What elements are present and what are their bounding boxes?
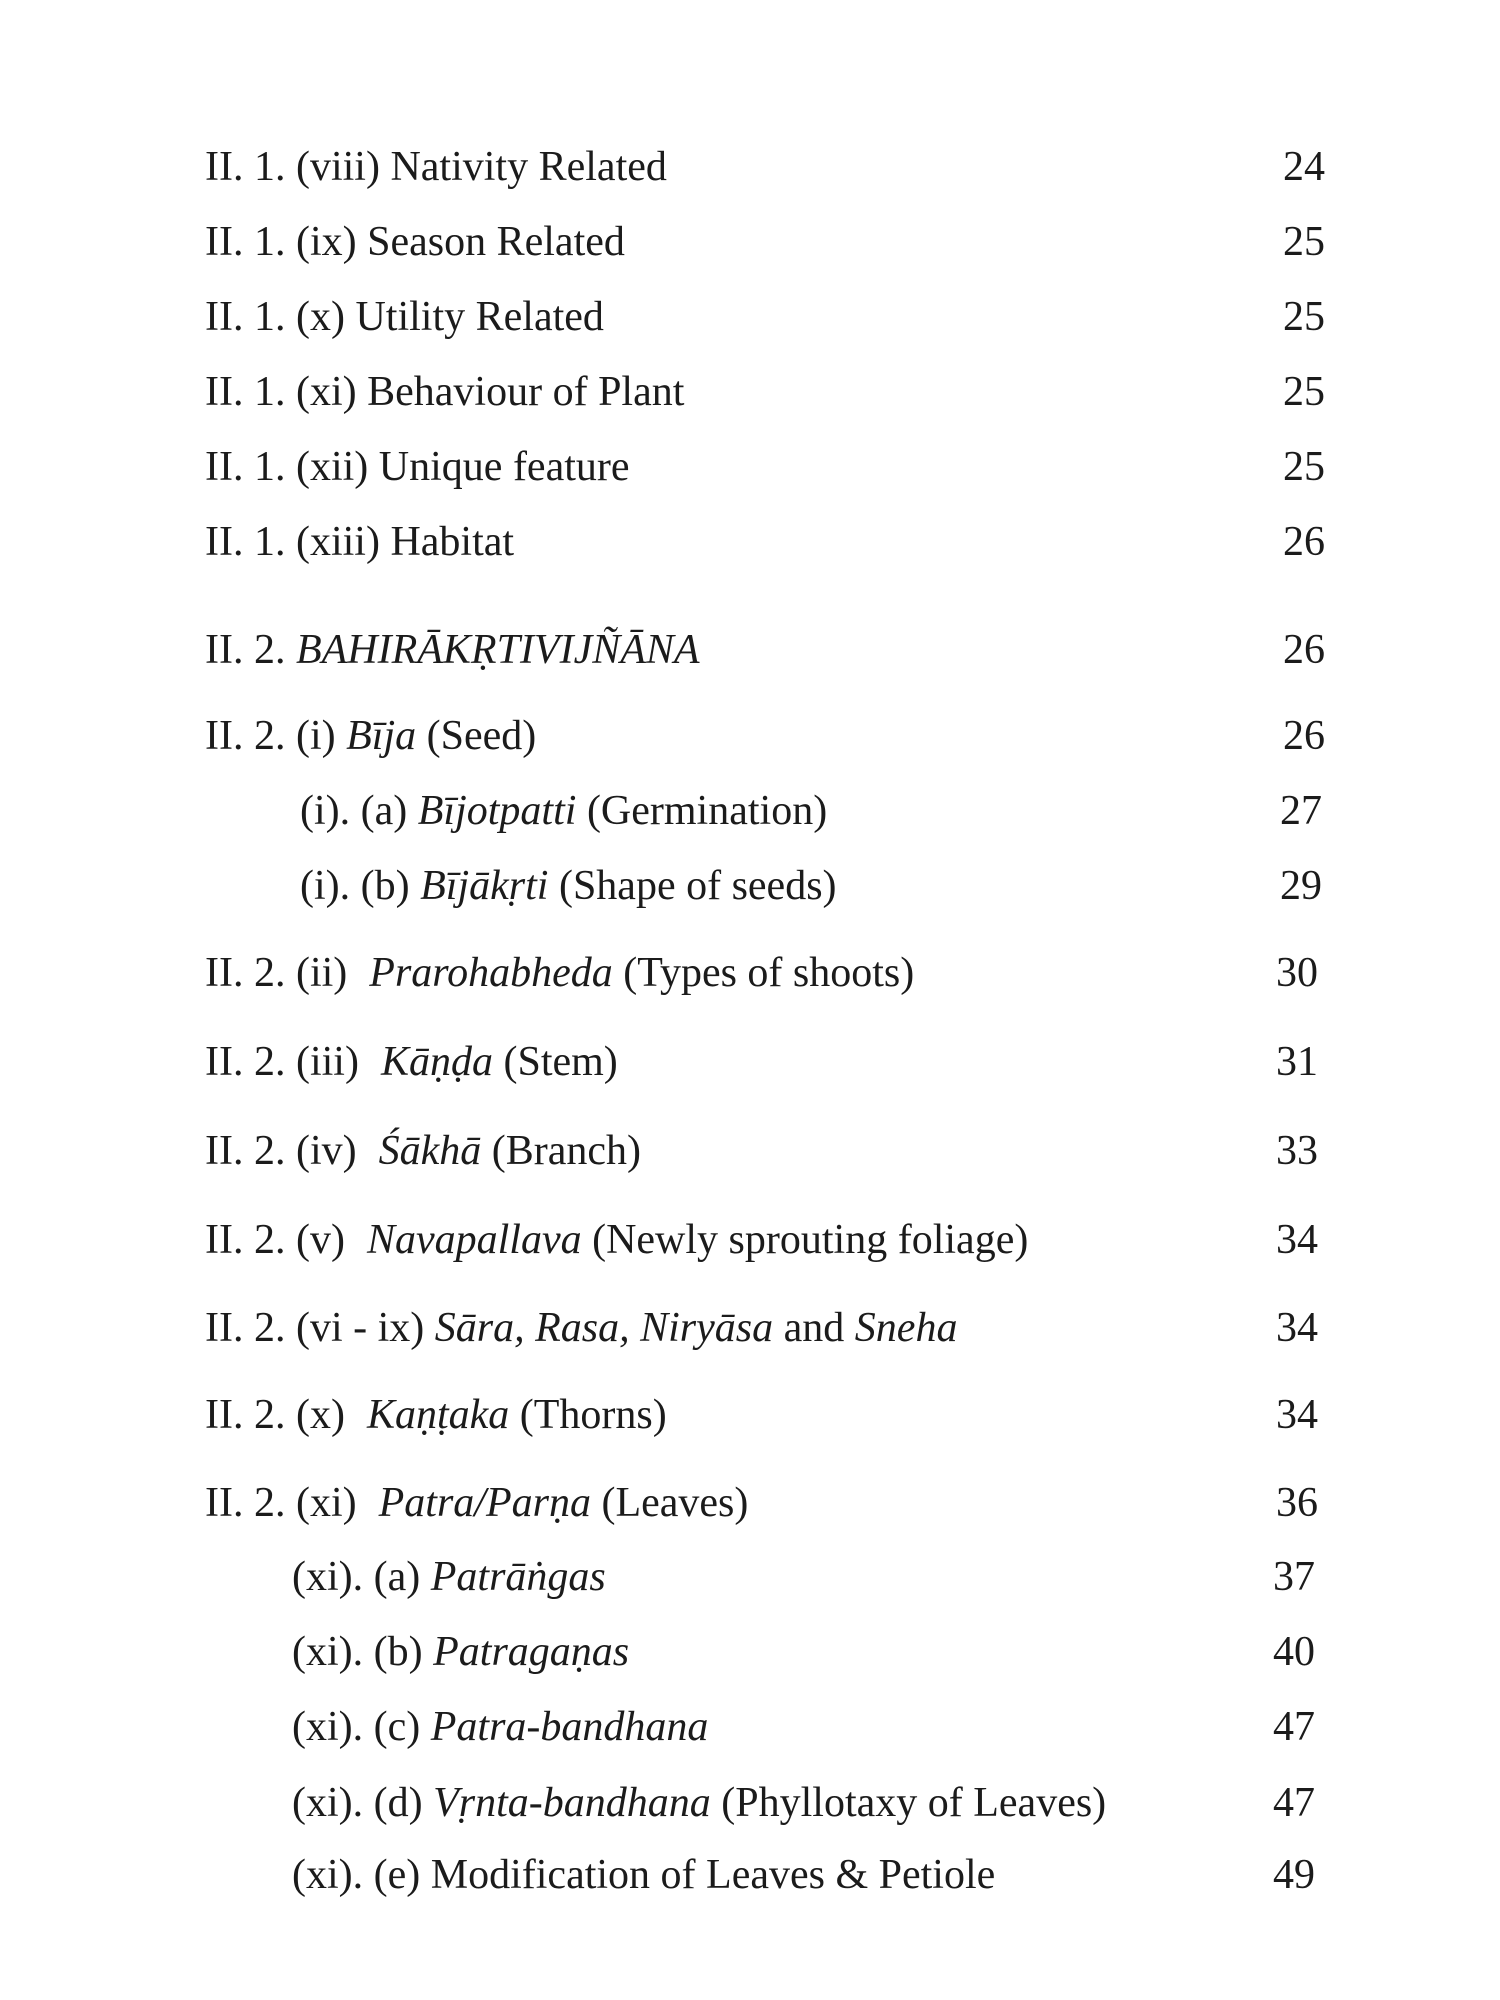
page-number: 25 — [1283, 369, 1325, 415]
toc-entry — [0, 1622, 1500, 1682]
entry-gloss: (Phyllotaxy of Leaves) — [721, 1780, 1107, 1826]
entry-prefix: II. 1. (xi) — [205, 369, 357, 415]
page-number: 24 — [1283, 144, 1325, 190]
toc-entry — [0, 1210, 1500, 1270]
entry-term: Bīja — [346, 713, 417, 759]
entry-prefix: (i). (b) — [300, 863, 410, 909]
entry-gloss: (Leaves) — [601, 1480, 749, 1526]
entry-label — [292, 1845, 995, 1905]
page-number: 29 — [1280, 863, 1322, 909]
toc-entry — [0, 512, 1500, 572]
entry-term: Prarohabheda — [369, 950, 613, 996]
entry-prefix: II. 2. (xi) — [205, 1480, 357, 1526]
page-number: 26 — [1283, 627, 1325, 673]
entry-prefix: II. 2. (ii) — [205, 950, 348, 996]
entry-term: Patragaṇas — [433, 1629, 630, 1675]
entry-title: Habitat — [390, 519, 515, 565]
page-number: 26 — [1283, 519, 1325, 565]
entry-title: Season Related — [367, 219, 625, 265]
entry-term: Śākhā — [378, 1128, 482, 1174]
entry-prefix: (xi). (c) — [292, 1704, 421, 1750]
entry-term: Navapallava — [366, 1217, 582, 1263]
entry-prefix: (xi). (b) — [292, 1629, 423, 1675]
entry-label — [205, 1121, 641, 1181]
entry-label — [205, 620, 700, 680]
entry-label — [292, 1547, 606, 1607]
page-number: 30 — [1276, 950, 1318, 996]
toc-entry — [0, 943, 1500, 1003]
page-number: 49 — [1273, 1852, 1315, 1898]
page-number: 47 — [1273, 1780, 1315, 1826]
entry-prefix: II. 1. (xii) — [205, 444, 369, 490]
page-number: 25 — [1283, 219, 1325, 265]
entry-label — [205, 137, 667, 197]
toc-entry — [0, 1298, 1500, 1358]
toc-entry — [0, 437, 1500, 497]
entry-prefix: (xi). (d) — [292, 1780, 423, 1826]
toc-entry — [0, 620, 1500, 680]
entry-label — [205, 1473, 748, 1533]
toc-entry — [0, 1845, 1500, 1905]
toc-entry — [0, 1773, 1500, 1833]
page-number: 40 — [1273, 1629, 1315, 1675]
entry-label — [205, 437, 630, 497]
entry-term: Kāṇḍa — [380, 1039, 493, 1085]
entry-label — [205, 1032, 618, 1092]
entry-prefix: II. 1. (viii) — [205, 144, 380, 190]
entry-label — [292, 1773, 1106, 1833]
entry-prefix: II. 2. (vi - ix) — [205, 1305, 425, 1351]
entry-prefix: II. 2. (x) — [205, 1392, 345, 1438]
toc-entry — [0, 137, 1500, 197]
page-number: 27 — [1280, 788, 1322, 834]
page-number: 34 — [1276, 1217, 1318, 1263]
entry-gloss: (Branch) — [491, 1128, 642, 1174]
entry-term: Bījotpatti — [417, 788, 577, 834]
toc-entry — [0, 1547, 1500, 1607]
entry-gloss: (Shape of seeds) — [558, 863, 837, 909]
entry-term: Sāra, Rasa, Niryāsa — [434, 1305, 774, 1351]
entry-prefix: (xi). (e) — [292, 1852, 421, 1898]
entry-label — [205, 943, 914, 1003]
entry-term: Bījākṛti — [420, 863, 549, 909]
entry-prefix: II. 1. (x) — [205, 294, 345, 340]
entry-title: Modification of Leaves & Petiole — [430, 1852, 996, 1898]
entry-prefix: II. 2. — [205, 627, 286, 673]
entry-gloss: (Stem) — [503, 1039, 618, 1085]
entry-term: Patrāṅgas — [430, 1554, 606, 1600]
entry-label — [205, 362, 684, 422]
entry-prefix: (xi). (a) — [292, 1554, 421, 1600]
toc-entry — [0, 287, 1500, 347]
entry-prefix: II. 2. (iii) — [205, 1039, 359, 1085]
entry-term: BAHIRĀKṚTIVIJÑĀNA — [295, 627, 700, 673]
toc-entry — [0, 362, 1500, 422]
page-number: 36 — [1276, 1480, 1318, 1526]
entry-term: Vṛnta-bandhana — [433, 1780, 711, 1826]
entry-label — [205, 287, 604, 347]
entry-label — [205, 1385, 667, 1445]
page-number: 25 — [1283, 444, 1325, 490]
toc-entry — [0, 1385, 1500, 1445]
toc-entry — [0, 1032, 1500, 1092]
entry-label — [292, 1622, 629, 1682]
toc-entry — [0, 1697, 1500, 1757]
page-number: 31 — [1276, 1039, 1318, 1085]
entry-label — [205, 512, 514, 572]
entry-term: Patra/Parṇa — [378, 1480, 591, 1526]
entry-prefix: II. 2. (v) — [205, 1217, 345, 1263]
entry-label — [205, 1298, 957, 1358]
page-number: 33 — [1276, 1128, 1318, 1174]
entry-title: Unique feature — [378, 444, 630, 490]
entry-label — [205, 706, 536, 766]
entry-prefix: II. 2. (iv) — [205, 1128, 357, 1174]
entry-title: Utility Related — [355, 294, 604, 340]
entry-prefix: (i). (a) — [300, 788, 408, 834]
entry-label — [300, 856, 837, 916]
entry-prefix: II. 1. (ix) — [205, 219, 357, 265]
page-number: 25 — [1283, 294, 1325, 340]
entry-label — [300, 781, 827, 841]
toc-entry — [0, 781, 1500, 841]
entry-term: Kaṇṭaka — [366, 1392, 510, 1438]
page-number: 37 — [1273, 1554, 1315, 1600]
page-number: 34 — [1276, 1305, 1318, 1351]
toc-entry — [0, 706, 1500, 766]
entry-term-2: Sneha — [854, 1305, 958, 1351]
entry-label — [205, 212, 625, 272]
entry-gloss: (Seed) — [426, 713, 537, 759]
toc-entry — [0, 856, 1500, 916]
entry-label — [205, 1210, 1028, 1270]
entry-prefix: II. 1. (xiii) — [205, 519, 380, 565]
page-number: 47 — [1273, 1704, 1315, 1750]
entry-label — [292, 1697, 708, 1757]
entry-gloss: (Germination) — [586, 788, 828, 834]
toc-entry — [0, 212, 1500, 272]
toc-entry — [0, 1121, 1500, 1181]
toc-entry — [0, 1473, 1500, 1533]
entry-gloss: (Thorns) — [519, 1392, 667, 1438]
entry-title: Behaviour of Plant — [367, 369, 685, 415]
entry-title: Nativity Related — [390, 144, 667, 190]
page-number: 34 — [1276, 1392, 1318, 1438]
page-number: 26 — [1283, 713, 1325, 759]
entry-term: Patra-bandhana — [430, 1704, 709, 1750]
entry-gloss: (Types of shoots) — [623, 950, 915, 996]
entry-conjunction: and — [783, 1305, 845, 1351]
entry-prefix: II. 2. (i) — [205, 713, 336, 759]
entry-gloss: (Newly sprouting foliage) — [592, 1217, 1029, 1263]
